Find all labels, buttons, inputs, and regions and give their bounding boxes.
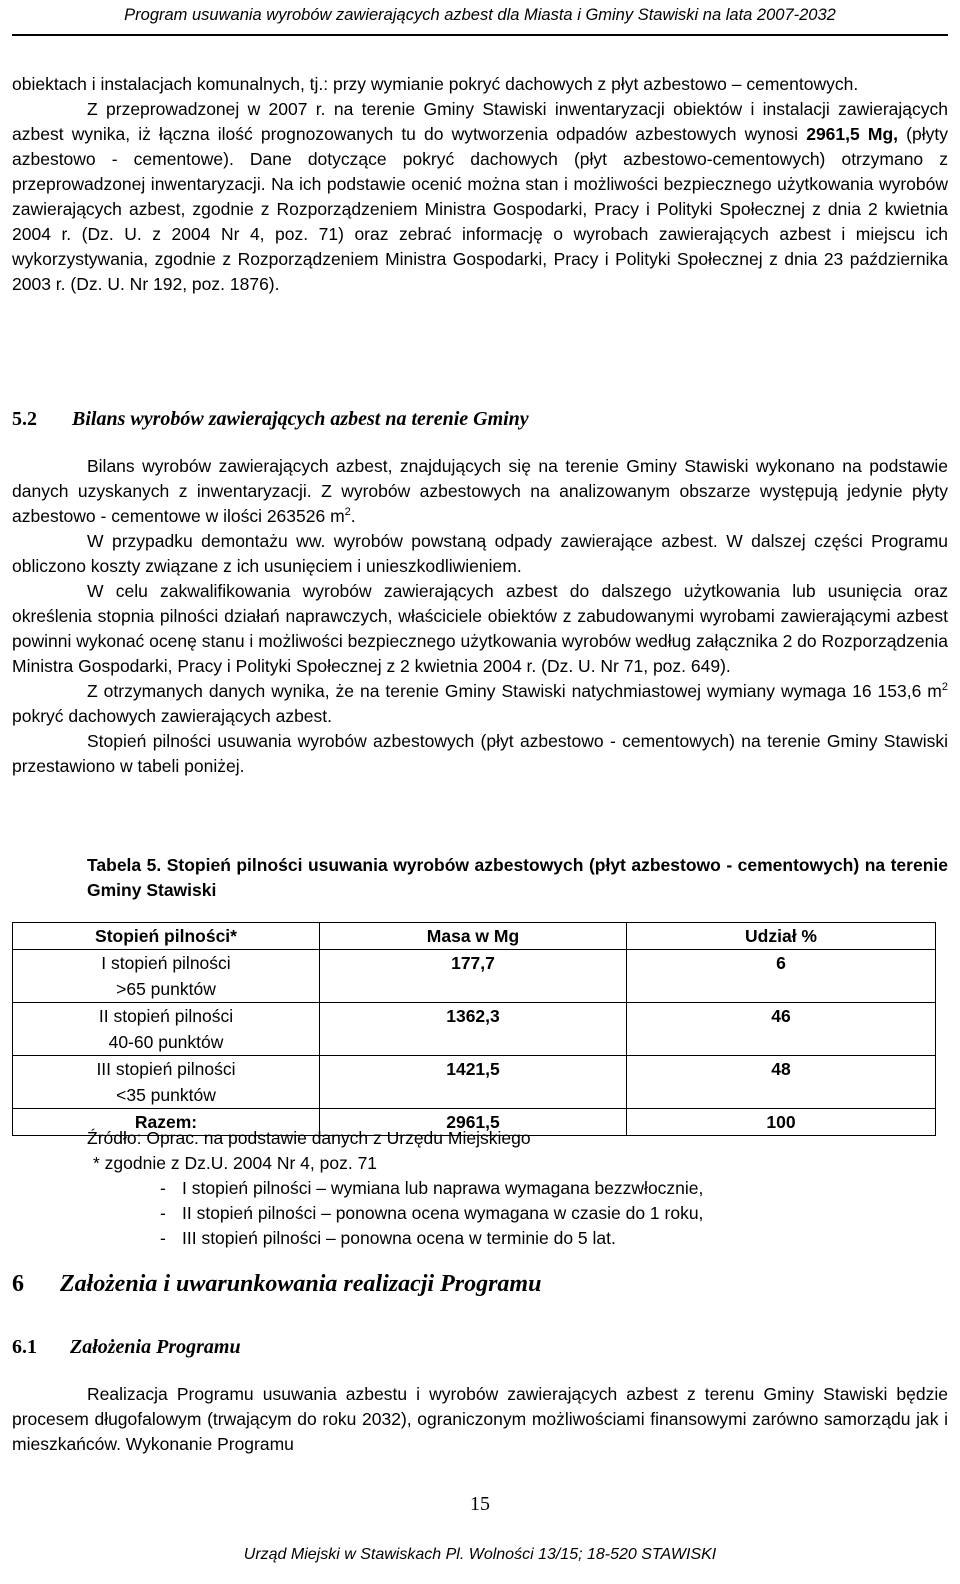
paragraph: W celu zakwalifikowania wyrobów zawierających azbest do dalszego użytkowania lub usunięcia oraz określenia stopnia pilności działań naprawczych, właściciele obiektów z zabudowanymi wyrobami zawierającymi azbest powinni wykonać ocenę stanu i możliwości bezpiecznego użytkowania wyrobów według załącznika 2 do Rozporządzenia Ministra Gospodarki, Pracy i Polityki Społecznej z 2 kwietnia 2004 r. (Dz. U. Nr 71, poz. 649). xyxy=(12,581,948,676)
section-6-heading xyxy=(12,1269,541,1299)
table-footnote: * zgodnie z Dz.U. 2004 Nr 4, poz. 71 xyxy=(93,1153,378,1173)
paragraph: Realizacja Programu usuwania azbestu i wyrobów zawierających azbest z terenu Gminy Stawiski będzie procesem długofalowym (trwającym do roku 2032), ograniczonym możliwościami finansowymi zarówno samorządu jak i mieszkańców. Wykonanie Programu xyxy=(12,1384,948,1454)
mass-cell: 1421,5 xyxy=(320,1056,627,1109)
table-source: Źródło: Oprac. na podstawie danych z Urzędu Miejskiego xyxy=(87,1128,531,1148)
table-row xyxy=(13,950,936,1003)
share-cell: 6 xyxy=(627,950,936,1003)
section-title: Założenia Programu xyxy=(70,1336,241,1358)
section-title: Bilans wyrobów zawierających azbest na terenie Gminy xyxy=(72,408,529,430)
paragraph: Stopień pilności usuwania wyrobów azbestowych (płyt azbestowo - cementowych) na terenie Gminy Stawiski przestawiono w tabeli poniżej. xyxy=(12,731,948,776)
urgency-label: III stopień pilności <35 punktów xyxy=(13,1056,320,1109)
section-5-2-heading xyxy=(12,406,529,432)
column-header: Stopień pilności* xyxy=(13,923,320,950)
total-mass: 2961,5 xyxy=(320,1109,627,1136)
section-number: 6 xyxy=(12,1271,24,1297)
total-share: 100 xyxy=(627,1109,936,1136)
intro-text xyxy=(12,72,948,297)
table-header-row xyxy=(13,923,936,950)
section-title: Założenia i uwarunkowania realizacji Programu xyxy=(60,1271,542,1297)
list-item: - III stopień pilności – ponowna ocena w terminie do 5 lat. xyxy=(160,1228,616,1248)
section-6-1-text xyxy=(12,1382,948,1457)
share-cell: 46 xyxy=(627,1003,936,1056)
column-header: Masa w Mg xyxy=(320,923,627,950)
mass-cell: 1362,3 xyxy=(320,1003,627,1056)
share-cell: 48 xyxy=(627,1056,936,1109)
section-5-2-text xyxy=(12,454,948,779)
paragraph: W przypadku demontażu ww. wyrobów powstaną odpady zawierające azbest. W dalszej części Programu obliczono koszty związane z ich usunięciem i unieszkodliwieniem. xyxy=(12,531,948,576)
section-number: 5.2 xyxy=(12,408,37,430)
page-header xyxy=(12,4,948,36)
paragraph: Z otrzymanych danych wynika, że na terenie Gminy Stawiski natychmiastowej wymiany wymaga 16 153,6 $m^2$ pokryć dachowych zawierających azbest. xyxy=(12,681,948,726)
page-footer: Urząd Miejski w Stawiskach Pl. Wolności 13/15; 18-520 STAWISKI xyxy=(243,1546,717,1563)
mass-cell: 177,7 xyxy=(320,950,627,1003)
urgency-label: I stopień pilności >65 punktów xyxy=(13,950,320,1003)
paragraph: Bilans wyrobów zawierających azbest, znajdujących się na terenie Gminy Stawiski wykonano na podstawie danych uzyskanych z inwentaryzacji. Z wyrobów azbestowych na analizowanym obszarze występują jedynie płyty azbestowo - cementowe w ilości 263526 $m^2$. xyxy=(12,456,948,526)
list-item: - II stopień pilności – ponowna ocena wymagana w czasie do 1 roku, xyxy=(160,1203,704,1223)
total-label: Razem: xyxy=(13,1109,320,1136)
table-caption: Tabela 5. Stopień pilności usuwania wyrobów azbestowych (płyt azbestowo - cementowych) na terenie Gminy Stawiski xyxy=(87,855,948,900)
header-title: Program usuwania wyrobów zawierających azbest dla Miasta i Gminy Stawiski na lata 2007-2032 xyxy=(124,6,836,24)
table-row xyxy=(13,1056,936,1109)
list-item: - I stopień pilności – wymiana lub naprawa wymagana bezzwłocznie, xyxy=(160,1178,704,1198)
table-row xyxy=(13,1003,936,1056)
intro-paragraph-1: obiektach i instalacjach komunalnych, tj.: przy wymianie pokryć dachowych z płyt azbestowo – cementowych. xyxy=(12,74,859,94)
table-notes xyxy=(12,1126,936,1251)
urgency-label: II stopień pilności 40-60 punktów xyxy=(13,1003,320,1056)
intro-paragraph-2: Z przeprowadzonej w 2007 r. na terenie Gminy Stawiski inwentaryzacji obiektów i instalacji zawierających azbest wynika, iż łączna ilość prognozowanych tu do wytworzenia odpadów azbestowych wynosi 2961,5 Mg, (płyty azbestowo - cementowe). Dane dotyczące pokryć dachowych (płyt azbestowo-cementowych) otrzymano z przeprowadzonej inwentaryzacji. Na ich podstawie ocenić można stan i możliwości bezpiecznego użytkowania wyrobów zawierających azbest, zgodnie z Rozporządzeniem Ministra Gospodarki, Pracy i Polityki Społecznej z dnia 2 kwietnia 2004 r. (Dz. U. z 2004 Nr 4, poz. 71) oraz zebrać informację o wyrobach zawierających azbest i miejscu ich wykorzystywania, zgodnie z Rozporządzeniem Ministra Gospodarki, Pracy i Polityki Społecznej z dnia 23 października 2003 r. (Dz. U. Nr 192, poz. 1876). xyxy=(12,99,948,294)
page-number: 15 xyxy=(470,1493,490,1515)
section-number: 6.1 xyxy=(12,1336,37,1358)
column-header: Udział % xyxy=(627,923,936,950)
urgency-table xyxy=(12,922,936,1136)
section-6-1-heading xyxy=(12,1334,241,1360)
